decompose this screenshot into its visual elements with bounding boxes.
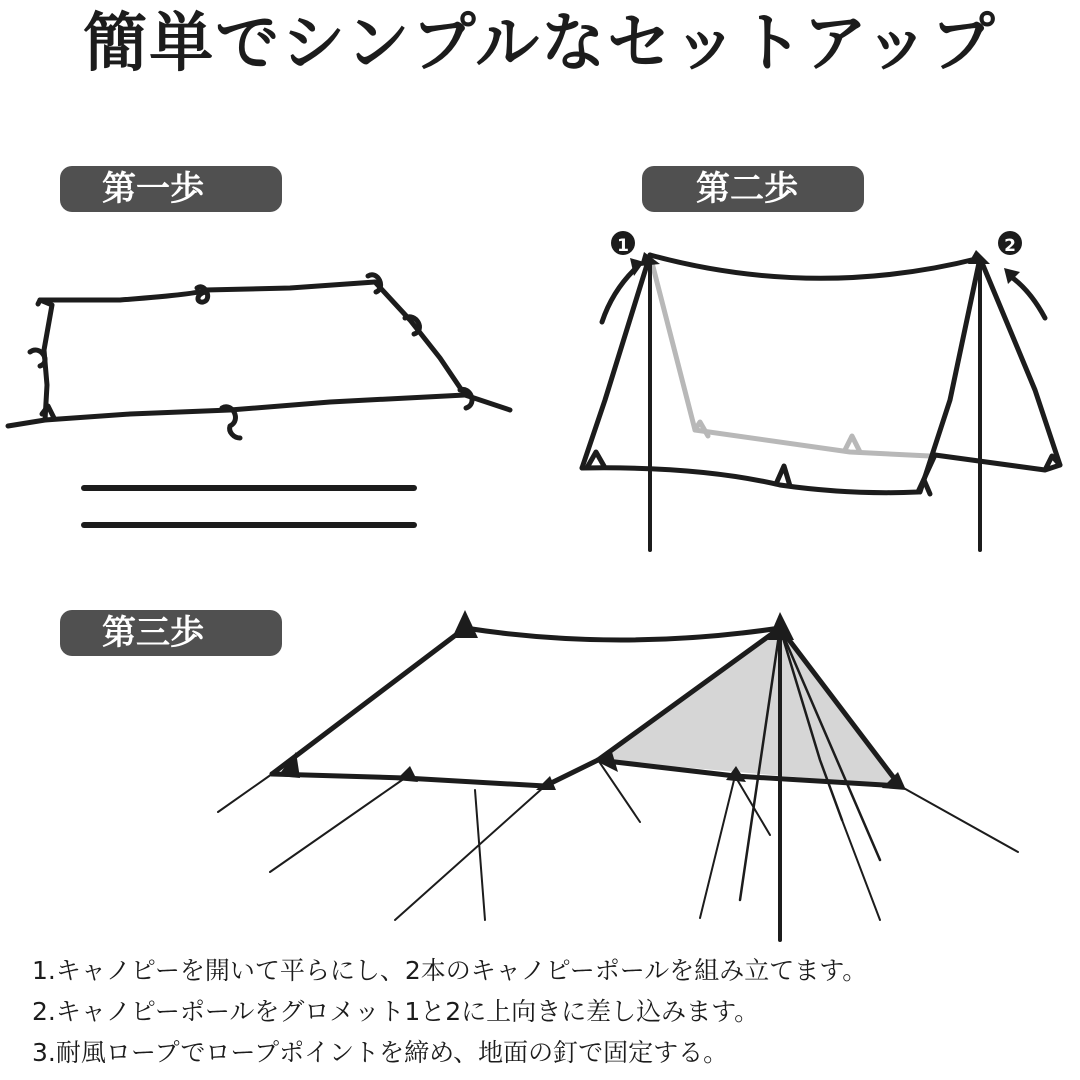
step-2-badge: 第二歩 xyxy=(642,166,864,212)
instruction-list xyxy=(32,950,1072,1073)
tarp-step2 xyxy=(582,255,1060,550)
step-3-badge: 第三歩 xyxy=(60,610,282,656)
page-title: 簡単でシンプルなセットアップ xyxy=(83,7,997,81)
flat-tarp xyxy=(8,275,510,438)
grommet-label-1: 1 xyxy=(617,236,629,256)
instruction-step-2: 2.キャノピーポールをグロメット1と2に上向きに差し込みます。 xyxy=(32,997,760,1026)
canopy-poles xyxy=(84,488,414,525)
instruction-step-1: 1.キャノピーを開いて平らにし、2本のキャノピーポールを組み立てます。 xyxy=(32,956,868,985)
pitched-tarp xyxy=(272,628,900,940)
instruction-step-3: 3.耐風ロープでロープポイントを締め、地面の釘で固定する。 xyxy=(32,1038,729,1067)
grommet-label-2: 2 xyxy=(1004,236,1016,256)
step-1-badge: 第一歩 xyxy=(60,166,282,212)
grommet-markers xyxy=(611,231,1022,255)
